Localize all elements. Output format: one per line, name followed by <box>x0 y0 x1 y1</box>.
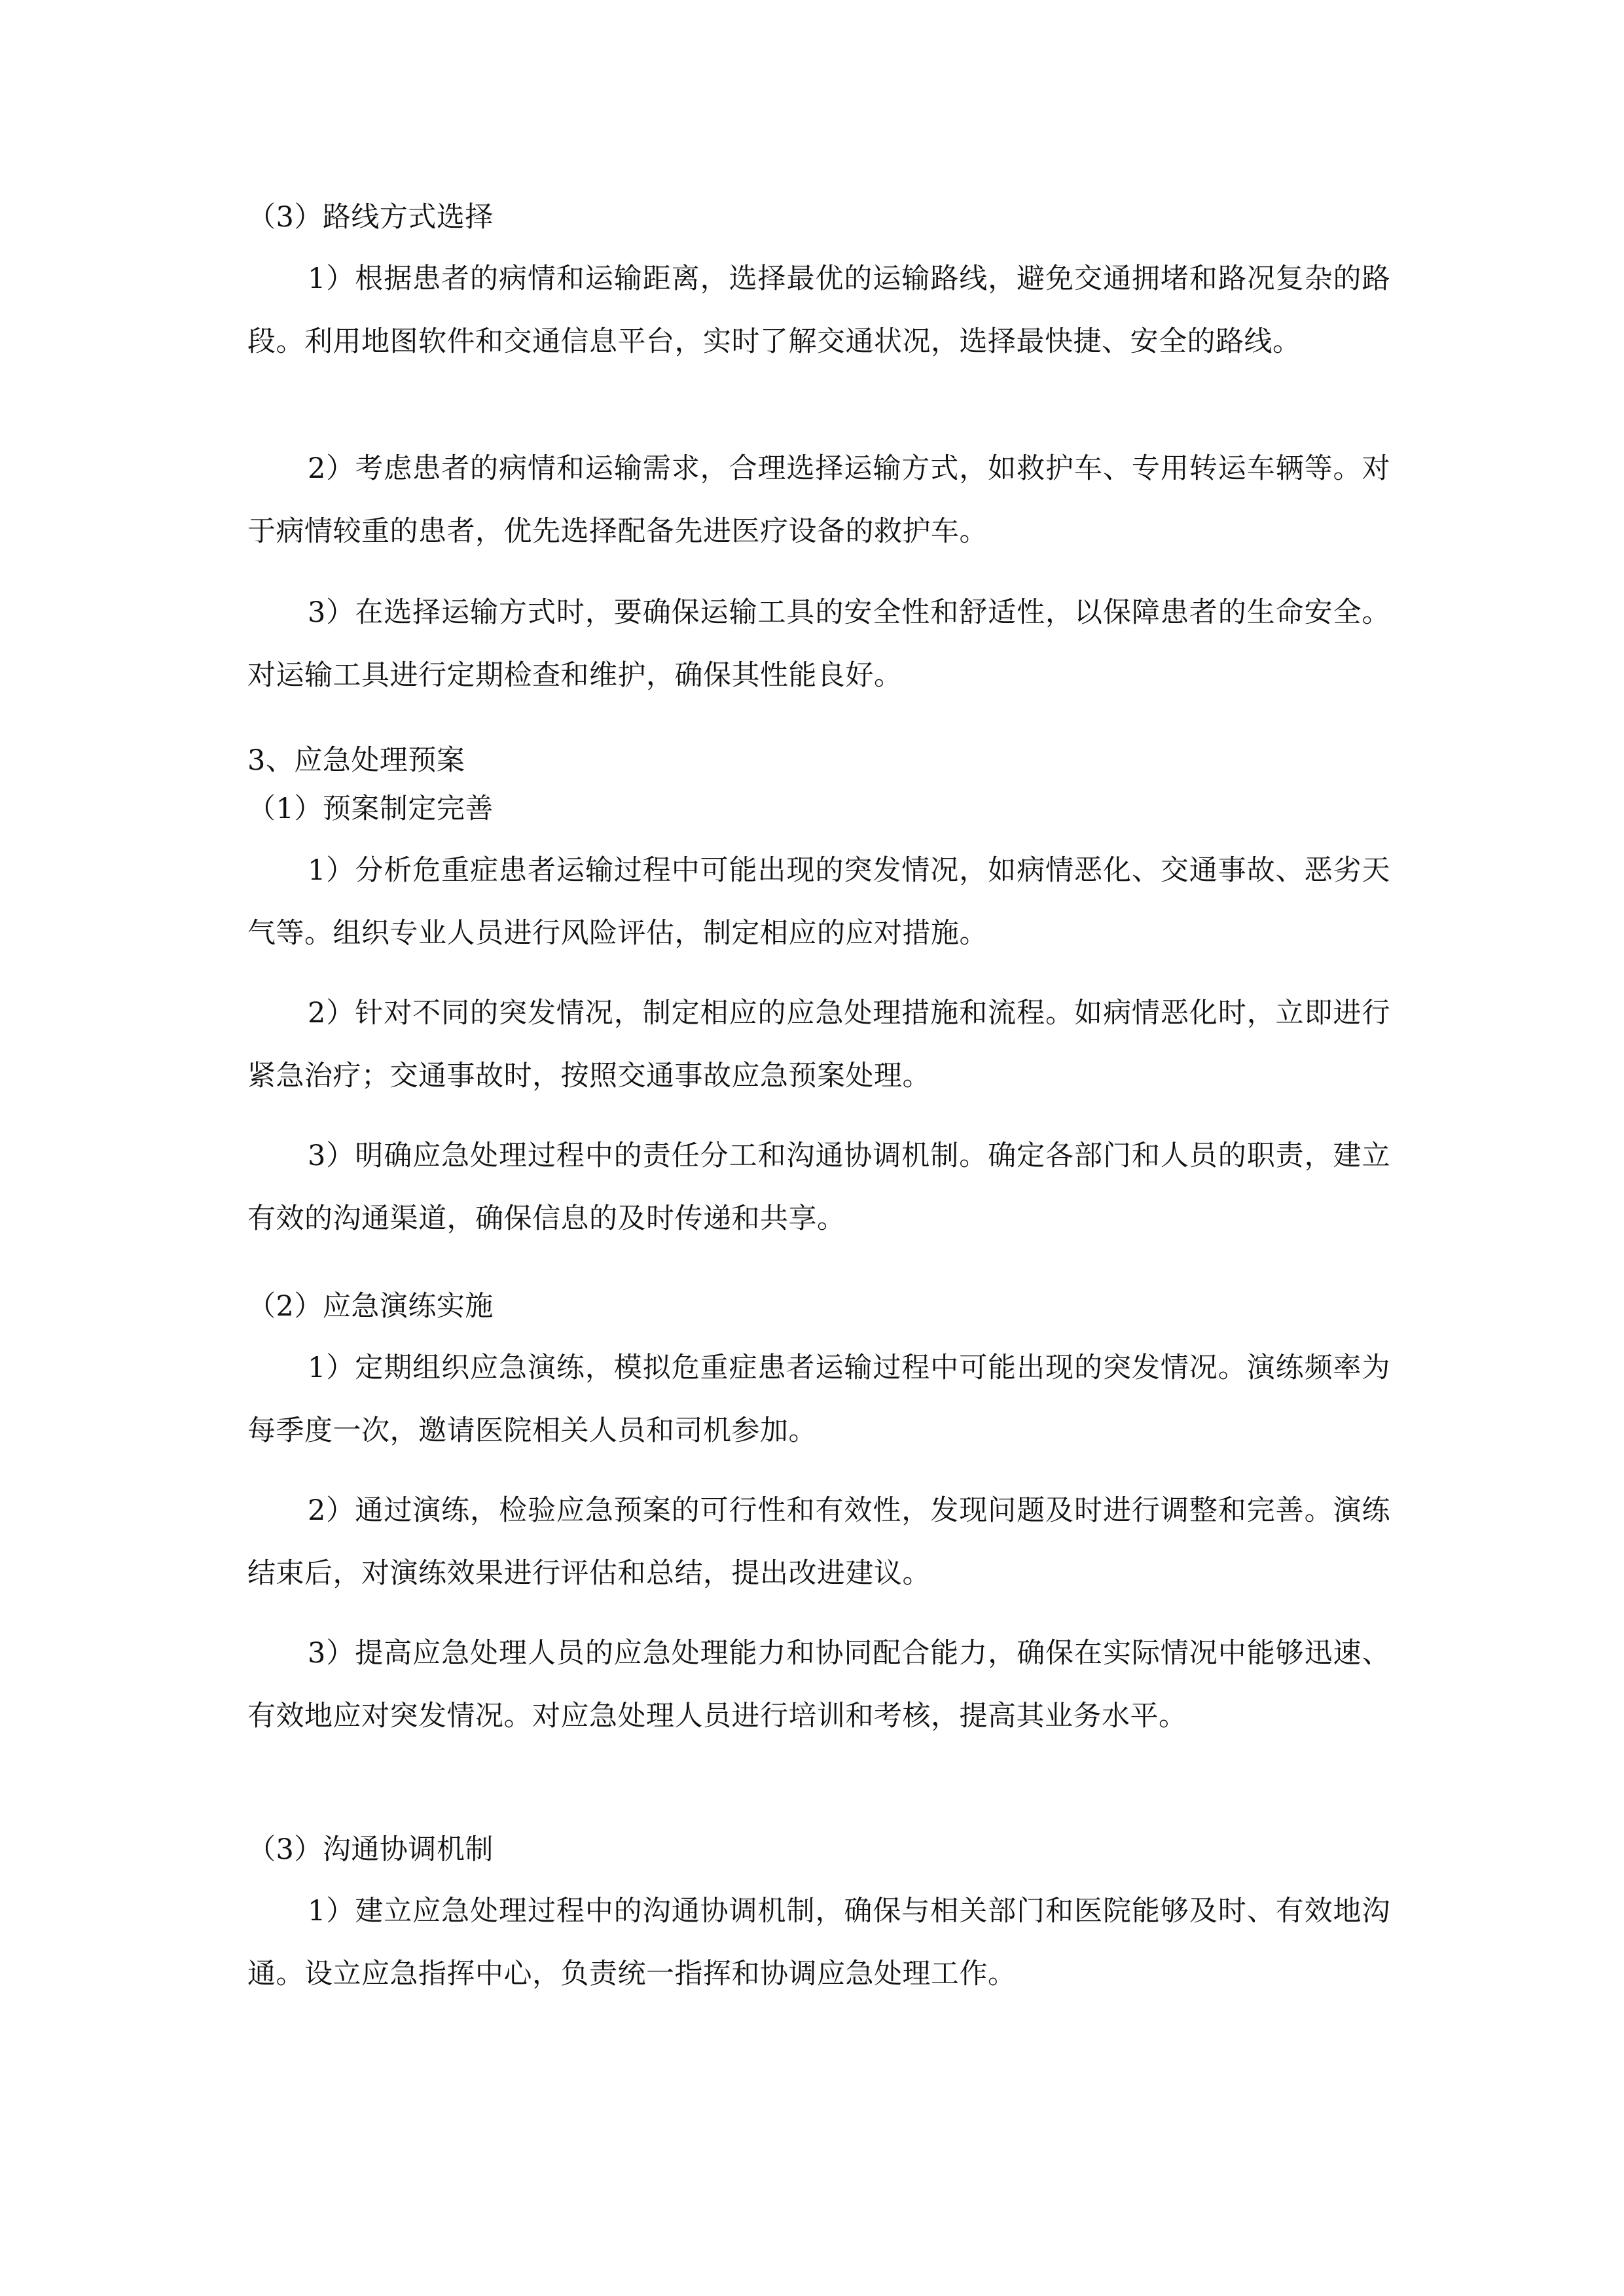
paragraph-route-1: 1）根据患者的病情和运输距离，选择最优的运输路线，避免交通拥堵和路况复杂的路段。利用地图软件和交通信息平台，实时了解交通状况，选择最快捷、安全的路线。 <box>247 262 1390 358</box>
subsection-heading-communication: （3）沟通协调机制 <box>247 1833 494 1866</box>
paragraph-communication-1: 1）建立应急处理过程中的沟通协调机制，确保与相关部门和医院能够及时、有效地沟通。设立应急指挥中心，负责统一指挥和协调应急处理工作。 <box>247 1895 1390 1990</box>
paragraph-drill-3: 3）提高应急处理人员的应急处理能力和协同配合能力，确保在实际情况中能够迅速、有效地应对突发情况。对应急处理人员进行培训和考核，提高其业务水平。 <box>247 1637 1390 1732</box>
paragraph-plan-1: 1）分析危重症患者运输过程中可能出现的突发情况，如病情恶化、交通事故、恶劣天气等。组织专业人员进行风险评估，制定相应的应对措施。 <box>247 854 1390 950</box>
section-heading-emergency-plan: 3、应急处理预案 <box>247 744 465 777</box>
paragraph-route-2: 2）考虑患者的病情和运输需求，合理选择运输方式，如救护车、专用转运车辆等。对于病情较重的患者，优先选择配备先进医疗设备的救护车。 <box>247 452 1390 548</box>
section-heading-route-mode: （3）路线方式选择 <box>247 201 494 234</box>
paragraph-drill-1: 1）定期组织应急演练，模拟危重症患者运输过程中可能出现的突发情况。演练频率为每季度一次，邀请医院相关人员和司机参加。 <box>247 1352 1390 1447</box>
paragraph-route-3: 3）在选择运输方式时，要确保运输工具的安全性和舒适性，以保障患者的生命安全。对运输工具进行定期检查和维护，确保其性能良好。 <box>247 596 1390 692</box>
paragraph-drill-2: 2）通过演练，检验应急预案的可行性和有效性，发现问题及时进行调整和完善。演练结束后，对演练效果进行评估和总结，提出改进建议。 <box>247 1494 1390 1590</box>
paragraph-plan-3: 3）明确应急处理过程中的责任分工和沟通协调机制。确定各部门和人员的职责，建立有效的沟通渠道，确保信息的及时传递和共享。 <box>247 1139 1390 1235</box>
subsection-heading-drill: （2）应急演练实施 <box>247 1290 494 1323</box>
paragraph-plan-2: 2）针对不同的突发情况，制定相应的应急处理措施和流程。如病情恶化时，立即进行紧急治疗；交通事故时，按照交通事故应急预案处理。 <box>247 997 1390 1092</box>
subsection-heading-plan-formulation: （1）预案制定完善 <box>247 793 494 825</box>
